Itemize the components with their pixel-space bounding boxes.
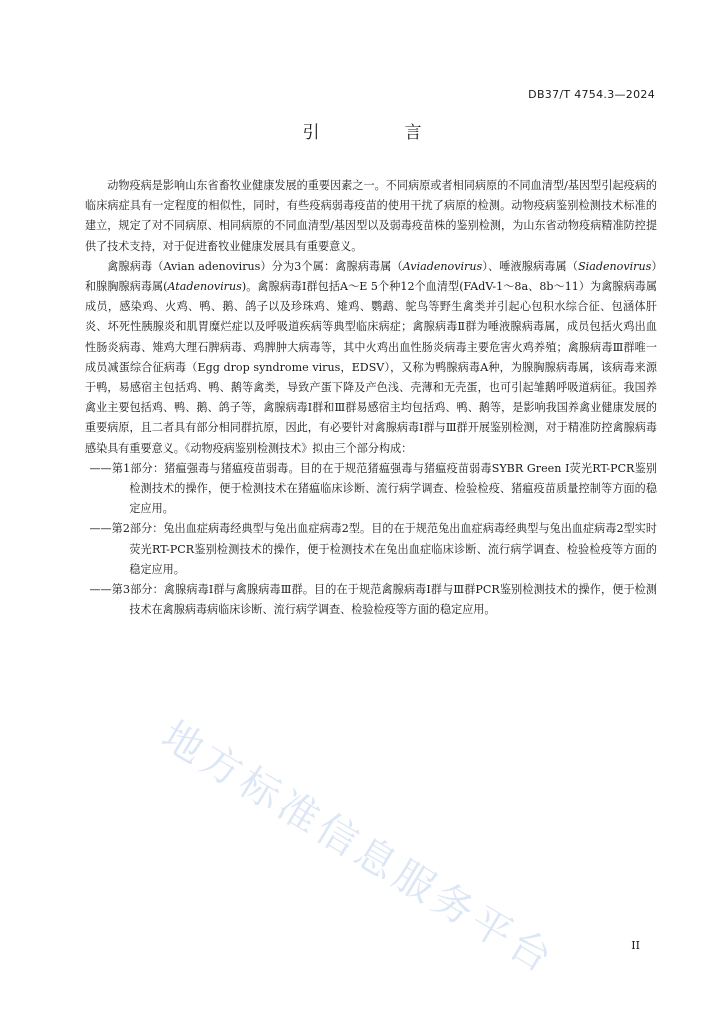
paragraph-adenovirus-text-4: )。禽腺病毒Ⅰ群包括A～E 5个种12个血清型(FAdV-1～8a、8b～11）为禽腺病毒属成员，感染鸡、火鸡、鸭、鹅、鸽子以及珍珠鸡、雉鸡、鹦鹉、鸵鸟等野生禽类并引起心包积水综合征、包涵体肝炎、坏死性胰腺炎和肌胃糜烂症以及呼吸道疾病等典型临床病症；禽腺病毒Ⅱ群为唾液腺病毒属，成员包括火鸡出血性肠炎病毒、雉鸡大理石脾病毒、鸡脾肿大病毒等，其中火鸡出血性肠炎病毒主要危害火鸡养殖；禽腺病毒Ⅲ群唯一成员减蛋综合征病毒（Egg drop syndrome virus，EDSV），又称为鸭腺病毒A种，为腺胸腺病毒属，该病毒来源于鸭，易感宿主包括鸡、鸭、鹅等禽类，导致产蛋下降及产色浅、壳薄和无壳蛋，也可引起雏鹅呼吸道病征。我国养禽业主要包括鸡、鸭、鹅、鸽子等，禽腺病毒Ⅰ群和Ⅲ群易感宿主均包括鸡、鸭、鹅等，是影响我国养禽业健康发展的重要病原，且二者具有部分相同群抗原，因此，有必要针对禽腺病毒Ⅰ群与Ⅲ群开展鉴别检测，对于精准防控禽腺病毒感染具有重要意义。《动物疫病鉴别检测技术》拟由三个部分构成： xyxy=(85,280,657,455)
paragraph-adenovirus xyxy=(85,257,657,459)
paragraph-adenovirus-text-2: ）、唾液腺病毒属（ xyxy=(482,259,579,273)
paragraph-adenovirus-text-3: ）和腺胸腺病毒属( xyxy=(85,259,657,294)
list-item-part-1: ——第1部分：猪瘟强毒与猪瘟疫苗弱毒。目的在于规范猪瘟强毒与猪瘟疫苗弱毒SYBR Green Ⅰ荧光RT-PCR鉴别检测技术的操作，便于检测技术在猪瘟临床诊断、流行病学调查、检验检疫、猪瘟疫苗质量控制等方面的稳定应用。 xyxy=(89,461,657,516)
list-item-part-3: ——第3部分：禽腺病毒Ⅰ群与禽腺病毒Ⅲ群。目的在于规范禽腺病毒Ⅰ群与Ⅲ群PCR鉴别检测技术的操作，便于检测技术在禽腺病毒病临床诊断、流行病学调查、检验检疫等方面的稳定应用。 xyxy=(89,583,657,617)
document-body xyxy=(85,176,657,620)
genus-siadenovirus: Siadenovirus xyxy=(578,259,652,273)
list-item-part-2: ——第2部分：兔出血症病毒经典型与兔出血症病毒2型。目的在于规范兔出血症病毒经典型与兔出血症病毒2型实时荧光RT-PCR鉴别检测技术的操作，便于检测技术在兔出血症临床诊断、流行病学调查、检验检疫等方面的稳定应用。 xyxy=(89,522,657,576)
page-number: II xyxy=(631,939,640,952)
paragraph-adenovirus-text-1: 禽腺病毒（Avian adenovirus）分为3个属：禽腺病毒属（ xyxy=(107,259,403,273)
page-title: 引 言 xyxy=(302,123,456,143)
paragraph-intro: 动物疫病是影响山东省畜牧业健康发展的重要因素之一。不同病原或者相同病原的不同血清型/基因型引起疫病的临床病症具有一定程度的相似性，同时，有些疫病弱毒疫苗的使用干扰了病原的检测。动物疫病鉴别检测技术标准的建立，规定了对不同病原、相同病原的不同血清型/基因型以及弱毒疫苗株的鉴别检测，为山东省动物疫病精准防控提供了技术支持，对于促进畜牧业健康发展具有重要意义。 xyxy=(85,179,657,253)
document-code: DB37/T 4754.3—2024 xyxy=(528,88,655,101)
watermark-stamp: 地方标准信息服务平台 xyxy=(153,712,564,984)
genus-atadenovirus: Atadenovirus xyxy=(167,280,242,294)
genus-aviadenovirus: Aviadenovirus xyxy=(402,259,483,273)
